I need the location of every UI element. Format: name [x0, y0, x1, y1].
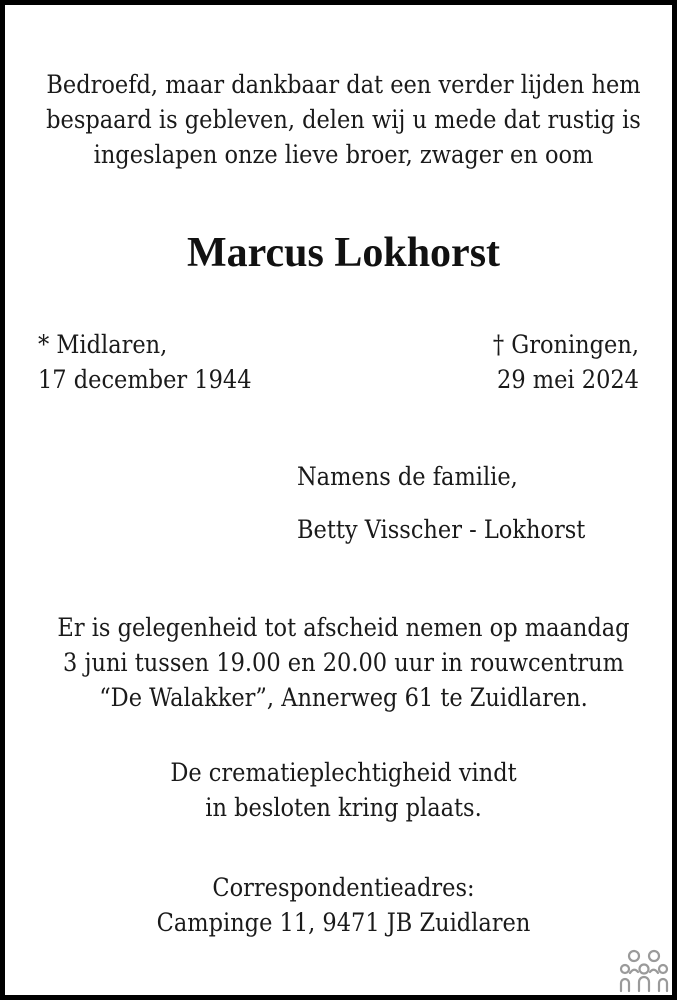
intro-line-2: bespaard is gebleven, delen wij u mede dat rustig is: [46, 105, 641, 134]
farewell-line-2: 3 juni tussen 19.00 en 20.00 uur in rouwcentrum: [63, 648, 624, 677]
cremation-line-1: De crematieplechtigheid vindt: [170, 758, 517, 787]
deceased-name: Marcus Lokhorst: [186, 230, 501, 276]
farewell-line-1: Er is gelegenheid tot afscheid nemen op maandag: [57, 613, 630, 642]
on-behalf-label: Namens de familie,: [297, 462, 518, 491]
cremation-line-2: in besloten kring plaats.: [205, 793, 482, 822]
death-place: † Groningen,: [492, 330, 639, 359]
intro-line-1: Bedroefd, maar dankbaar dat een verder lijden hem: [46, 70, 641, 99]
correspondence-address: Campinge 11, 9471 JB Zuidlaren: [156, 908, 531, 937]
birth-date: 17 december 1944: [38, 365, 252, 394]
people-group-icon: [619, 947, 669, 993]
farewell-line-3: “De Walakker”, Annerweg 61 te Zuidlaren.: [99, 683, 588, 712]
correspondence-label: Correspondentieadres:: [212, 873, 475, 902]
birth-place: * Midlaren,: [38, 330, 168, 359]
signatory-name: Betty Visscher - Lokhorst: [297, 515, 586, 544]
death-date: 29 mei 2024: [497, 365, 639, 394]
intro-line-3: ingeslapen onze lieve broer, zwager en oom: [93, 140, 594, 169]
